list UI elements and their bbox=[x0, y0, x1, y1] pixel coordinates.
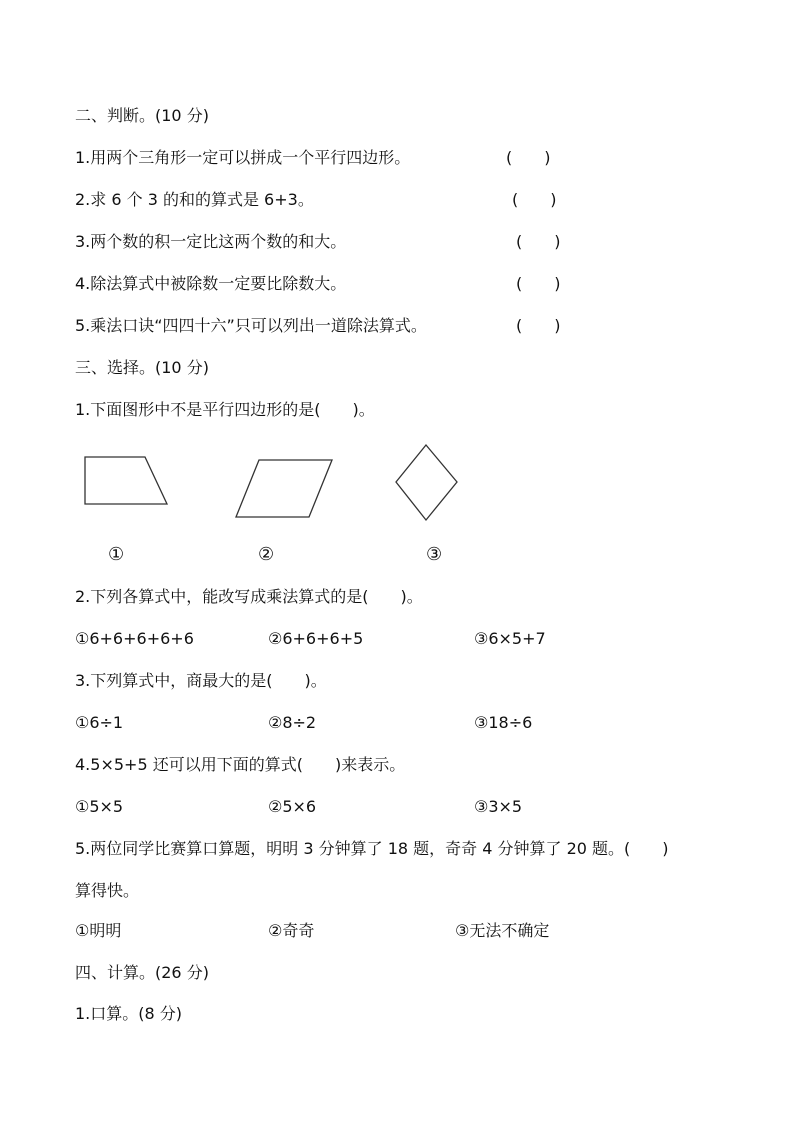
section-heading-judgment: 二、判断。(10 分) bbox=[75, 106, 209, 125]
choice-question-4: 4.5×5+5 还可以用下面的算式( )来表示。 bbox=[75, 755, 406, 774]
judgment-question-5: 5.乘法口诀“四四十六”只可以列出一道除法算式。 bbox=[75, 316, 427, 335]
q4-option-3[interactable]: ③3×5 bbox=[474, 797, 523, 816]
judgment-question-3: 3.两个数的积一定比这两个数的和大。 bbox=[75, 232, 347, 251]
trapezoid-figure bbox=[80, 452, 172, 508]
judgment-question-2: 2.求 6 个 3 的和的算式是 6+3。 bbox=[75, 190, 314, 209]
answer-blank-4[interactable]: ( ) bbox=[516, 274, 561, 293]
q2-option-3[interactable]: ③6×5+7 bbox=[474, 629, 546, 648]
q2-option-2[interactable]: ②6+6+6+5 bbox=[268, 629, 364, 648]
rhombus-figure bbox=[392, 442, 462, 524]
section-heading-choice: 三、选择。(10 分) bbox=[75, 358, 209, 377]
q2-option-1[interactable]: ①6+6+6+6+6 bbox=[75, 629, 194, 648]
q3-option-2[interactable]: ②8÷2 bbox=[268, 713, 317, 732]
choice-question-3: 3.下列算式中，商最大的是( )。 bbox=[75, 671, 327, 690]
q5-option-1[interactable]: ①明明 bbox=[75, 921, 122, 940]
parallelogram-figure bbox=[232, 456, 336, 520]
q3-option-3[interactable]: ③18÷6 bbox=[474, 713, 533, 732]
q4-option-1[interactable]: ①5×5 bbox=[75, 797, 124, 816]
q5-option-2[interactable]: ②奇奇 bbox=[268, 921, 315, 940]
q5-option-3[interactable]: ③无法不确定 bbox=[455, 921, 550, 940]
answer-blank-2[interactable]: ( ) bbox=[512, 190, 557, 209]
figure-label-1: ① bbox=[108, 544, 125, 565]
choice-question-2: 2.下列各算式中，能改写成乘法算式的是( )。 bbox=[75, 587, 423, 606]
q4-option-2[interactable]: ②5×6 bbox=[268, 797, 317, 816]
judgment-question-4: 4.除法算式中被除数一定要比除数大。 bbox=[75, 274, 347, 293]
choice-question-1: 1.下面图形中不是平行四边形的是( )。 bbox=[75, 400, 375, 419]
choice-question-5: 5.两位同学比赛算口算题，明明 3 分钟算了 18 题，奇奇 4 分钟算了 20 题。( ) bbox=[75, 839, 669, 858]
subsection-oral-calculation: 1.口算。(8 分) bbox=[75, 1004, 183, 1023]
section-heading-calculation: 四、计算。(26 分) bbox=[75, 963, 209, 982]
answer-blank-1[interactable]: ( ) bbox=[506, 148, 551, 167]
choice-question-5-continued: 算得快。 bbox=[75, 881, 140, 900]
judgment-question-1: 1.用两个三角形一定可以拼成一个平行四边形。 bbox=[75, 148, 411, 167]
figure-label-3: ③ bbox=[426, 544, 443, 565]
q3-option-1[interactable]: ①6÷1 bbox=[75, 713, 124, 732]
answer-blank-5[interactable]: ( ) bbox=[516, 316, 561, 335]
answer-blank-3[interactable]: ( ) bbox=[516, 232, 561, 251]
figure-label-2: ② bbox=[258, 544, 275, 565]
